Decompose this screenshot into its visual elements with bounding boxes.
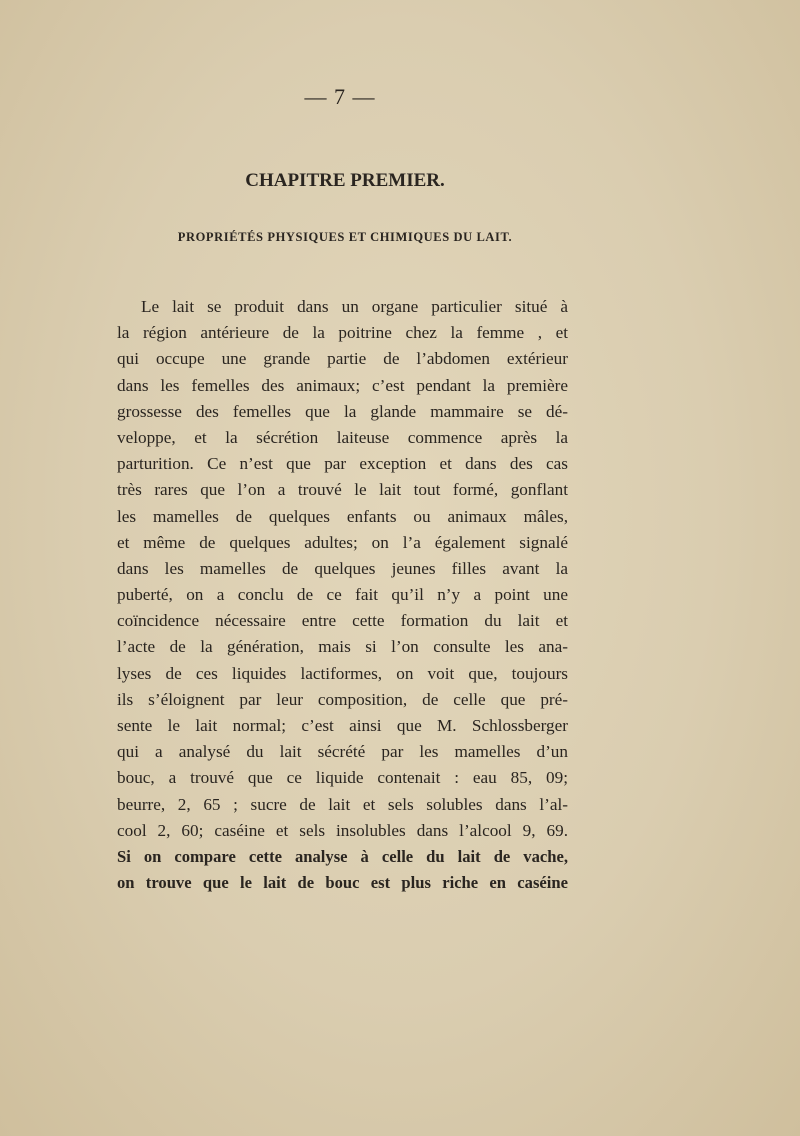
text-line: veloppe, et la sécrétion laiteuse commence après la (117, 427, 568, 447)
text-line: sente le lait normal; c’est ainsi que M. Schlossberger (117, 716, 568, 735)
text-line: on trouve que le lait de bouc est plus riche en caséine (117, 873, 568, 893)
text-line: Si on compare cette analyse à celle du lait de vache, (117, 846, 568, 866)
text-line: ils s’éloignent par leur composition, de celle que pré- (117, 689, 568, 709)
text-line: dans les femelles des animaux; c’est pendant la première (117, 375, 568, 395)
text-line: beurre, 2, 65 ; sucre de lait et sels solubles dans l’al- (117, 794, 568, 814)
body-paragraph (117, 294, 568, 896)
text-line: la région antérieure de la poitrine chez la femme , et (117, 323, 568, 343)
text-line: qui occupe une grande partie de l’abdomen extérieur (117, 349, 568, 369)
text-line: les mamelles de quelques enfants ou animaux mâles, (117, 506, 568, 526)
text-line: puberté, on a conclu de ce fait qu’il n’y a point une (117, 585, 568, 605)
text-line: Le lait se produit dans un organe particulier situé à (141, 297, 568, 316)
page-number: — 7 — (304, 84, 376, 109)
text-line: lyses de ces liquides lactiformes, on voit que, toujours (117, 663, 568, 683)
text-line: très rares que l’on a trouvé le lait tout formé, gonflant (117, 480, 568, 500)
text-line: coïncidence nécessaire entre cette formation du lait et (117, 611, 568, 631)
text-line: et même de quelques adultes; on l’a également signalé (117, 532, 568, 552)
chapter-title: CHAPITRE PREMIER. (245, 170, 445, 191)
text-line: qui a analysé du lait sécrété par les mamelles d’un (117, 742, 568, 762)
text-line: grossesse des femelles que la glande mammaire se dé- (117, 401, 568, 421)
text-line: bouc, a trouvé que ce liquide contenait : eau 85, 09; (117, 768, 568, 788)
text-line: parturition. Ce n’est que par exception et dans des cas (117, 454, 568, 474)
text-line: cool 2, 60; caséine et sels insolubles dans l’alcool 9, 69. (117, 820, 568, 840)
text-line: dans les mamelles de quelques jeunes filles avant la (117, 558, 568, 578)
section-title: PROPRIÉTÉS PHYSIQUES ET CHIMIQUES DU LAIT. (177, 230, 513, 244)
text-line: l’acte de la génération, mais si l’on consulte les ana- (117, 637, 568, 657)
